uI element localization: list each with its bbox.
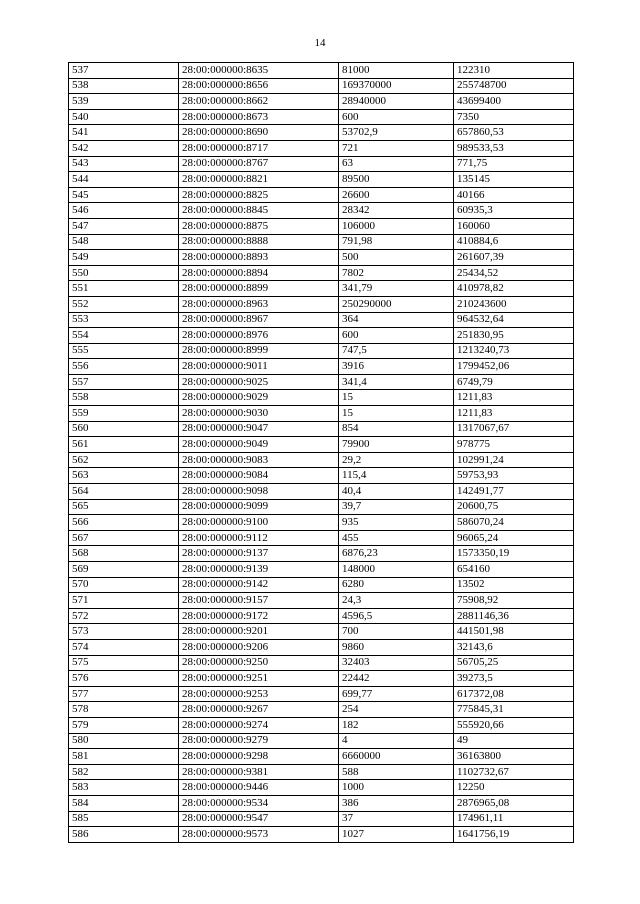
table-row [69,172,574,188]
row-number-cell: 575 [69,655,179,671]
table-row [69,515,574,531]
cost-value-cell: 555920,66 [454,717,574,733]
cadastral-number-cell: 28:00:000000:8821 [179,172,339,188]
cadastral-number-cell: 28:00:000000:8976 [179,328,339,344]
area-value-cell: 37 [339,811,454,827]
area-value-cell: 22442 [339,671,454,687]
area-value-cell: 699,77 [339,686,454,702]
table-row [69,468,574,484]
area-value-cell: 341,79 [339,281,454,297]
row-number-cell: 545 [69,187,179,203]
area-value-cell: 29,2 [339,452,454,468]
cost-value-cell: 6749,79 [454,374,574,390]
row-number-cell: 581 [69,749,179,765]
cadastral-number-cell: 28:00:000000:9030 [179,406,339,422]
cost-value-cell: 102991,24 [454,452,574,468]
cost-value-cell: 39273,5 [454,671,574,687]
cadastral-number-cell: 28:00:000000:9025 [179,374,339,390]
cost-value-cell: 1102732,67 [454,764,574,780]
cadastral-number-cell: 28:00:000000:9112 [179,530,339,546]
table-row [69,639,574,655]
cost-value-cell: 1573350,19 [454,546,574,562]
cadastral-number-cell: 28:00:000000:9298 [179,749,339,765]
table-row [69,374,574,390]
table-body [69,63,574,843]
area-value-cell: 6660000 [339,749,454,765]
row-number-cell: 584 [69,795,179,811]
cadastral-number-cell: 28:00:000000:9157 [179,593,339,609]
table-row [69,546,574,562]
cost-value-cell: 60935,3 [454,203,574,219]
area-value-cell: 15 [339,406,454,422]
cadastral-number-cell: 28:00:000000:9250 [179,655,339,671]
cost-value-cell: 1211,83 [454,390,574,406]
cadastral-number-cell: 28:00:000000:9274 [179,717,339,733]
cost-value-cell: 964532,64 [454,312,574,328]
cost-value-cell: 2881146,36 [454,608,574,624]
row-number-cell: 571 [69,593,179,609]
cadastral-number-cell: 28:00:000000:8894 [179,265,339,281]
row-number-cell: 573 [69,624,179,640]
area-value-cell: 700 [339,624,454,640]
row-number-cell: 548 [69,234,179,250]
cost-value-cell: 40166 [454,187,574,203]
table-row [69,671,574,687]
row-number-cell: 540 [69,109,179,125]
table-row [69,203,574,219]
area-value-cell: 588 [339,764,454,780]
table-row [69,125,574,141]
row-number-cell: 551 [69,281,179,297]
row-number-cell: 567 [69,530,179,546]
cost-value-cell: 1317067,67 [454,421,574,437]
cost-value-cell: 410884,6 [454,234,574,250]
cadastral-number-cell: 28:00:000000:9100 [179,515,339,531]
table-row [69,63,574,79]
cadastral-number-cell: 28:00:000000:8963 [179,296,339,312]
cost-value-cell: 441501,98 [454,624,574,640]
table-row [69,624,574,640]
area-value-cell: 7802 [339,265,454,281]
table-row [69,437,574,453]
table-row [69,265,574,281]
cost-value-cell: 1211,83 [454,406,574,422]
row-number-cell: 577 [69,686,179,702]
row-number-cell: 570 [69,577,179,593]
area-value-cell: 791,98 [339,234,454,250]
area-value-cell: 3916 [339,359,454,375]
row-number-cell: 550 [69,265,179,281]
cost-value-cell: 12250 [454,780,574,796]
page-number: 14 [314,37,326,49]
row-number-cell: 576 [69,671,179,687]
row-number-cell: 557 [69,374,179,390]
area-value-cell: 115,4 [339,468,454,484]
area-value-cell: 89500 [339,172,454,188]
cost-value-cell: 410978,82 [454,281,574,297]
area-value-cell: 9860 [339,639,454,655]
area-value-cell: 721 [339,140,454,156]
table-row [69,187,574,203]
area-value-cell: 40,4 [339,484,454,500]
cost-value-cell: 174961,11 [454,811,574,827]
row-number-cell: 561 [69,437,179,453]
table-row [69,608,574,624]
cost-value-cell: 2876965,08 [454,795,574,811]
table-row [69,406,574,422]
cost-value-cell: 142491,77 [454,484,574,500]
cadastral-number-cell: 28:00:000000:8999 [179,343,339,359]
cost-value-cell: 1213240,73 [454,343,574,359]
area-value-cell: 386 [339,795,454,811]
area-value-cell: 747,5 [339,343,454,359]
row-number-cell: 539 [69,94,179,110]
cadastral-number-cell: 28:00:000000:9547 [179,811,339,827]
area-value-cell: 24,3 [339,593,454,609]
cost-value-cell: 36163800 [454,749,574,765]
row-number-cell: 552 [69,296,179,312]
table-row [69,234,574,250]
cadastral-number-cell: 28:00:000000:9047 [179,421,339,437]
area-value-cell: 1027 [339,827,454,843]
cadastral-number-cell: 28:00:000000:9142 [179,577,339,593]
row-number-cell: 560 [69,421,179,437]
cost-value-cell: 1799452,06 [454,359,574,375]
row-number-cell: 537 [69,63,179,79]
cost-value-cell: 96065,24 [454,530,574,546]
table-row [69,717,574,733]
area-value-cell: 53702,9 [339,125,454,141]
area-value-cell: 15 [339,390,454,406]
row-number-cell: 558 [69,390,179,406]
area-value-cell: 79900 [339,437,454,453]
table-row [69,421,574,437]
table-row [69,795,574,811]
cadastral-number-cell: 28:00:000000:9206 [179,639,339,655]
row-number-cell: 538 [69,78,179,94]
table-row [69,452,574,468]
row-number-cell: 549 [69,250,179,266]
row-number-cell: 572 [69,608,179,624]
table-row [69,562,574,578]
area-value-cell: 32403 [339,655,454,671]
cadastral-number-cell: 28:00:000000:9011 [179,359,339,375]
table-row [69,390,574,406]
cost-value-cell: 135145 [454,172,574,188]
row-number-cell: 542 [69,140,179,156]
cadastral-number-cell: 28:00:000000:8656 [179,78,339,94]
cost-value-cell: 43699400 [454,94,574,110]
cadastral-number-cell: 28:00:000000:9251 [179,671,339,687]
area-value-cell: 39,7 [339,499,454,515]
area-value-cell: 854 [339,421,454,437]
cadastral-number-cell: 28:00:000000:9201 [179,624,339,640]
cadastral-number-cell: 28:00:000000:9253 [179,686,339,702]
cadastral-number-cell: 28:00:000000:8875 [179,218,339,234]
cadastral-number-cell: 28:00:000000:8899 [179,281,339,297]
table-row [69,140,574,156]
area-value-cell: 935 [339,515,454,531]
table-row [69,764,574,780]
row-number-cell: 564 [69,484,179,500]
cadastral-number-cell: 28:00:000000:9029 [179,390,339,406]
table-row [69,109,574,125]
table-row [69,312,574,328]
area-value-cell: 148000 [339,562,454,578]
row-number-cell: 554 [69,328,179,344]
row-number-cell: 578 [69,702,179,718]
row-number-cell: 583 [69,780,179,796]
cadastral-number-cell: 28:00:000000:8767 [179,156,339,172]
cadastral-number-cell: 28:00:000000:9049 [179,437,339,453]
cadastral-number-cell: 28:00:000000:9381 [179,764,339,780]
cost-value-cell: 160060 [454,218,574,234]
row-number-cell: 586 [69,827,179,843]
area-value-cell: 106000 [339,218,454,234]
row-number-cell: 556 [69,359,179,375]
cadastral-number-cell: 28:00:000000:8662 [179,94,339,110]
table-row [69,78,574,94]
cadastral-number-cell: 28:00:000000:9083 [179,452,339,468]
cost-value-cell: 255748700 [454,78,574,94]
table-row [69,655,574,671]
cost-value-cell: 32143,6 [454,639,574,655]
cost-value-cell: 251830,95 [454,328,574,344]
cost-value-cell: 1641756,19 [454,827,574,843]
area-value-cell: 6280 [339,577,454,593]
table-row [69,530,574,546]
cost-value-cell: 771,75 [454,156,574,172]
cadastral-number-cell: 28:00:000000:9137 [179,546,339,562]
cost-value-cell: 586070,24 [454,515,574,531]
table-row [69,577,574,593]
row-number-cell: 566 [69,515,179,531]
row-number-cell: 547 [69,218,179,234]
table-row [69,218,574,234]
cost-value-cell: 617372,08 [454,686,574,702]
cost-value-cell: 210243600 [454,296,574,312]
row-number-cell: 559 [69,406,179,422]
area-value-cell: 6876,23 [339,546,454,562]
area-value-cell: 600 [339,109,454,125]
row-number-cell: 546 [69,203,179,219]
table-row [69,499,574,515]
row-number-cell: 582 [69,764,179,780]
cadastral-number-cell: 28:00:000000:8888 [179,234,339,250]
row-number-cell: 555 [69,343,179,359]
cadastral-number-cell: 28:00:000000:8845 [179,203,339,219]
table-row [69,733,574,749]
table-row [69,343,574,359]
table-row [69,780,574,796]
area-value-cell: 455 [339,530,454,546]
cost-value-cell: 7350 [454,109,574,125]
row-number-cell: 562 [69,452,179,468]
cadastral-number-cell: 28:00:000000:9573 [179,827,339,843]
table-row [69,749,574,765]
table-row [69,686,574,702]
cadastral-number-cell: 28:00:000000:8825 [179,187,339,203]
cadastral-number-cell: 28:00:000000:8717 [179,140,339,156]
cost-value-cell: 657860,53 [454,125,574,141]
row-number-cell: 553 [69,312,179,328]
area-value-cell: 28342 [339,203,454,219]
row-number-cell: 565 [69,499,179,515]
area-value-cell: 26600 [339,187,454,203]
row-number-cell: 580 [69,733,179,749]
area-value-cell: 341,4 [339,374,454,390]
cost-value-cell: 775845,31 [454,702,574,718]
cost-value-cell: 989533,53 [454,140,574,156]
row-number-cell: 543 [69,156,179,172]
area-value-cell: 500 [339,250,454,266]
cadastral-number-cell: 28:00:000000:9099 [179,499,339,515]
cadastral-number-cell: 28:00:000000:8690 [179,125,339,141]
cadastral-number-cell: 28:00:000000:9267 [179,702,339,718]
row-number-cell: 563 [69,468,179,484]
area-value-cell: 81000 [339,63,454,79]
area-value-cell: 182 [339,717,454,733]
cost-value-cell: 56705,25 [454,655,574,671]
table-row [69,281,574,297]
area-value-cell: 600 [339,328,454,344]
cadastral-data-table [68,62,574,843]
cost-value-cell: 122310 [454,63,574,79]
cost-value-cell: 654160 [454,562,574,578]
table-row [69,328,574,344]
table-row [69,296,574,312]
area-value-cell: 4596,5 [339,608,454,624]
table-row [69,94,574,110]
area-value-cell: 1000 [339,780,454,796]
table-row [69,827,574,843]
row-number-cell: 574 [69,639,179,655]
table-row [69,702,574,718]
area-value-cell: 4 [339,733,454,749]
cadastral-number-cell: 28:00:000000:9534 [179,795,339,811]
row-number-cell: 569 [69,562,179,578]
area-value-cell: 169370000 [339,78,454,94]
cadastral-number-cell: 28:00:000000:8673 [179,109,339,125]
row-number-cell: 579 [69,717,179,733]
cadastral-number-cell: 28:00:000000:9172 [179,608,339,624]
table-row [69,811,574,827]
area-value-cell: 254 [339,702,454,718]
table-row [69,593,574,609]
cadastral-number-cell: 28:00:000000:8893 [179,250,339,266]
cost-value-cell: 978775 [454,437,574,453]
cadastral-number-cell: 28:00:000000:9098 [179,484,339,500]
cost-value-cell: 59753,93 [454,468,574,484]
cost-value-cell: 13502 [454,577,574,593]
cadastral-number-cell: 28:00:000000:9279 [179,733,339,749]
table-row [69,250,574,266]
area-value-cell: 364 [339,312,454,328]
cadastral-number-cell: 28:00:000000:9084 [179,468,339,484]
cost-value-cell: 20600,75 [454,499,574,515]
cadastral-number-cell: 28:00:000000:8635 [179,63,339,79]
area-value-cell: 250290000 [339,296,454,312]
row-number-cell: 544 [69,172,179,188]
table-row [69,156,574,172]
cost-value-cell: 75908,92 [454,593,574,609]
row-number-cell: 541 [69,125,179,141]
cadastral-number-cell: 28:00:000000:9139 [179,562,339,578]
row-number-cell: 585 [69,811,179,827]
area-value-cell: 63 [339,156,454,172]
cadastral-number-cell: 28:00:000000:9446 [179,780,339,796]
table-row [69,359,574,375]
cost-value-cell: 49 [454,733,574,749]
cadastral-number-cell: 28:00:000000:8967 [179,312,339,328]
row-number-cell: 568 [69,546,179,562]
cost-value-cell: 25434,52 [454,265,574,281]
table-row [69,484,574,500]
cost-value-cell: 261607,39 [454,250,574,266]
area-value-cell: 28940000 [339,94,454,110]
